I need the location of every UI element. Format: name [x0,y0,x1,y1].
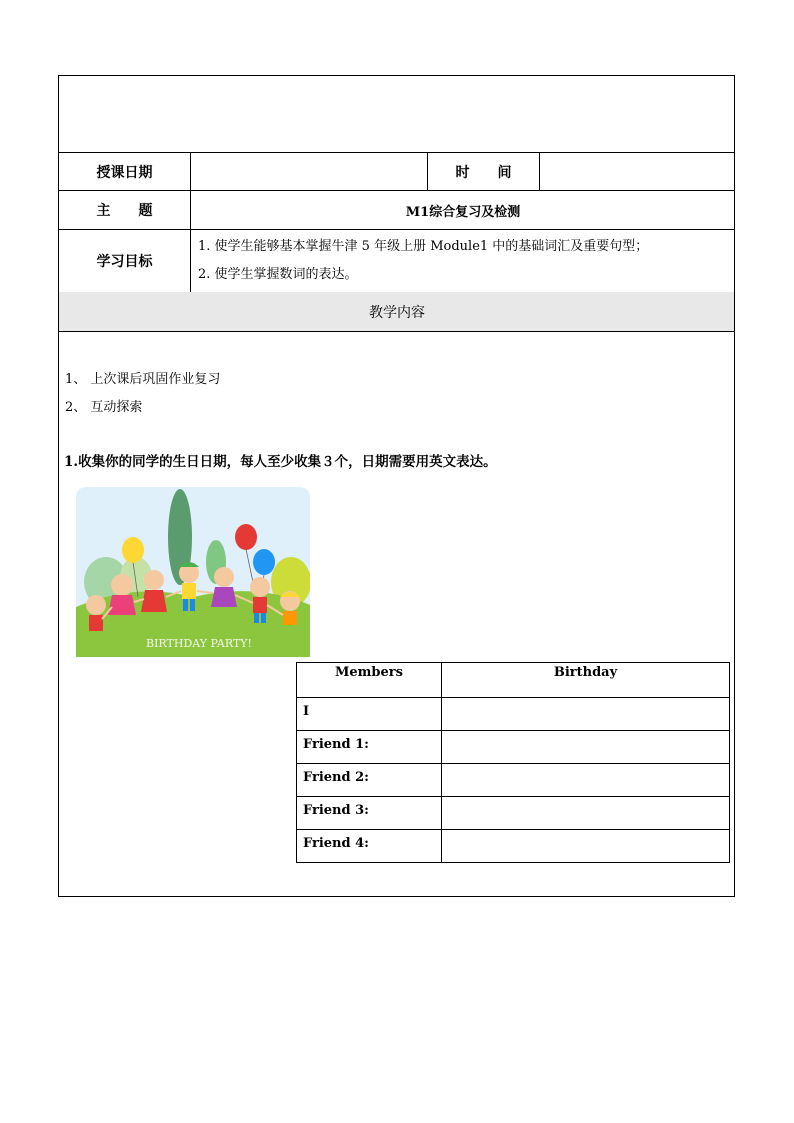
table-row [297,764,730,797]
birthday-table [296,662,730,863]
member-cell: Friend 1: [297,731,442,764]
topic-value: M1综合复习及检测 [405,204,521,220]
birthday-cell[interactable] [442,830,730,863]
row-divider [59,331,734,332]
balloon-icon [235,524,257,550]
time-label: 时 间 [455,164,512,181]
balloon-icon [122,537,144,563]
goal-item: 1. 使学生能够基本掌握牛津 5 年级上册 Module1 中的基础词汇及重要句型； [198,239,649,254]
table-row [297,731,730,764]
birthday-cell[interactable] [442,731,730,764]
topic-label: 主 题 [96,203,153,219]
column-header-birthday: Birthday [442,663,730,698]
table-row [297,830,730,863]
birthday-party-illustration [76,487,310,657]
column-header-members: Members [297,663,442,698]
banner-text: BIRTHDAY PARTY! [146,637,252,650]
section-list [65,366,220,422]
goal-item: 2. 使学生掌握数词的表达。 [198,267,358,282]
member-cell: I [297,698,442,731]
date-value[interactable] [191,153,427,190]
task-instruction: 1.收集你的同学的生日日期，每人至少收集３个，日期需要用英文表达。 [64,454,497,470]
birthday-cell[interactable] [442,698,730,731]
table-row [297,797,730,830]
section-item: 2、 互动探索 [65,400,143,415]
date-label: 授课日期 [96,164,153,181]
member-cell: Friend 3: [297,797,442,830]
balloon-icon [253,549,275,575]
member-cell: Friend 2: [297,764,442,797]
content-heading: 教学内容 [369,305,425,321]
section-item: 1、 上次课后巩固作业复习 [65,372,221,387]
birthday-cell[interactable] [442,764,730,797]
table-row [297,698,730,731]
member-cell: Friend 4: [297,830,442,863]
time-value[interactable] [540,153,735,190]
goal-label: 学习目标 [96,254,153,270]
table-header-row [297,663,730,698]
goal-list [198,233,648,289]
birthday-cell[interactable] [442,797,730,830]
